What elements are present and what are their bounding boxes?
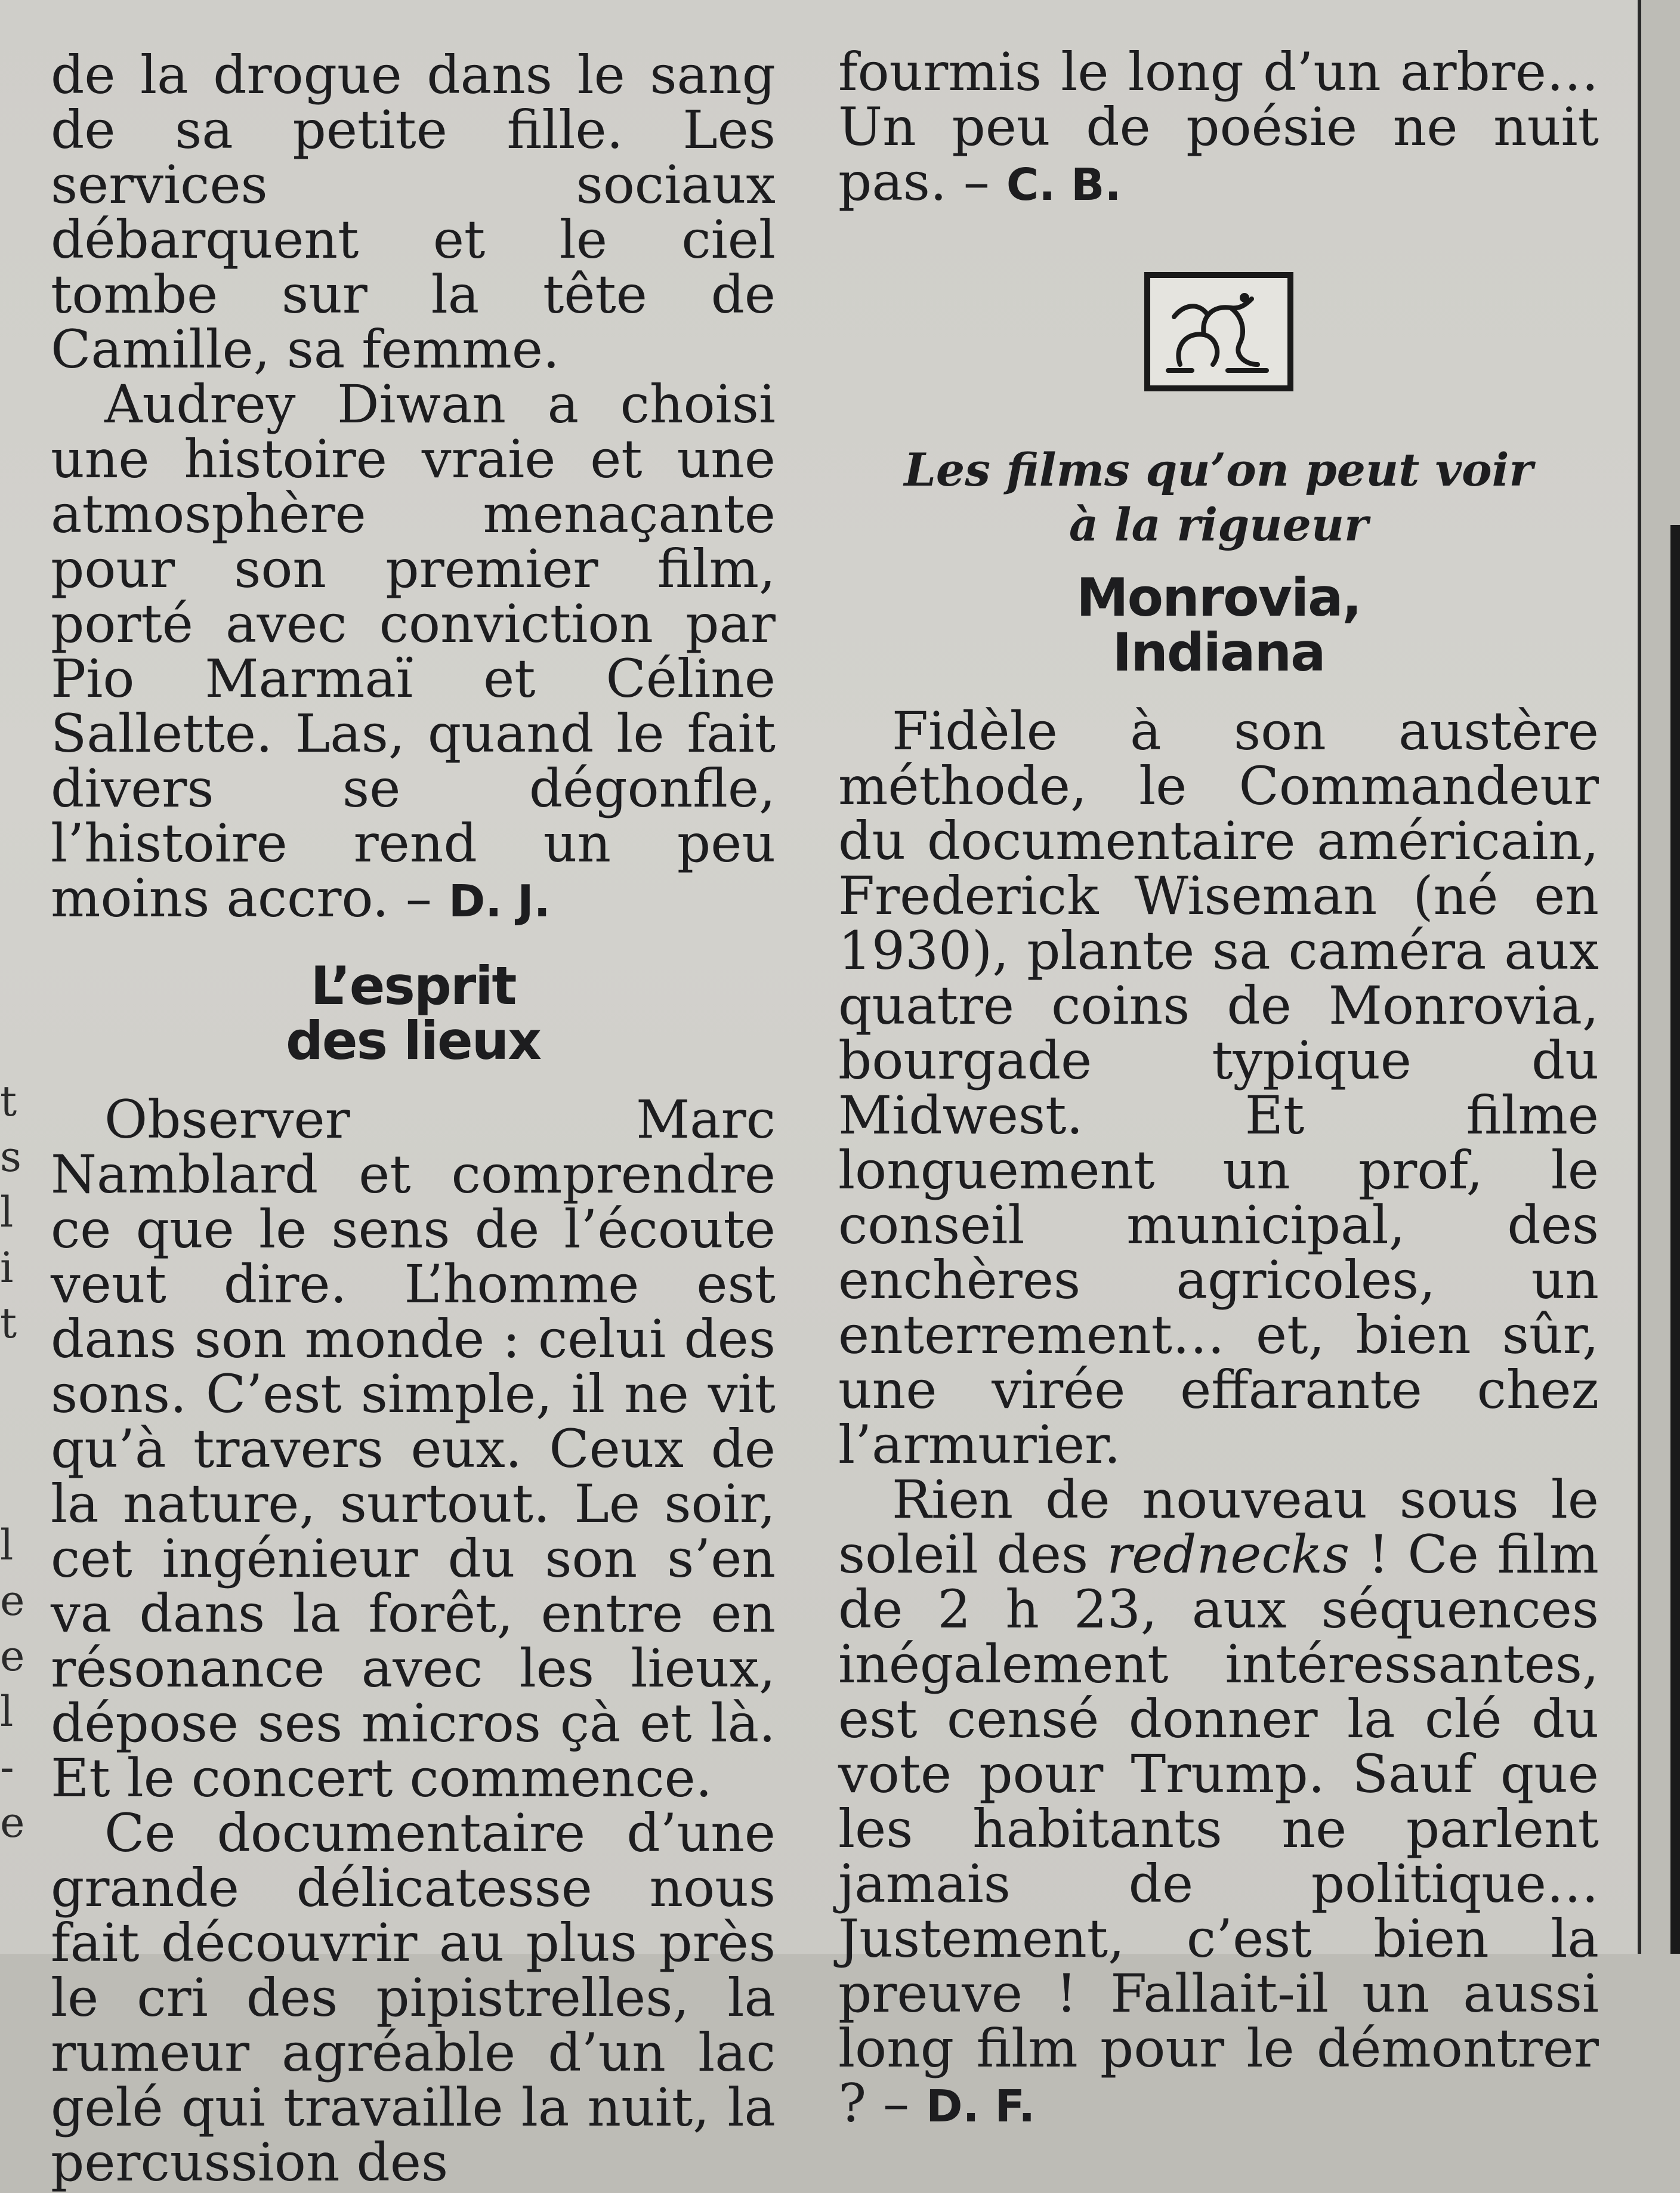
bleed-letter <box>0 1407 18 1462</box>
review-paragraph: Ce documentaire d’une grande délicatesse nous fait découvrir au plus près le cri des pipistrelles, la rumeur agréable d’un lac gelé qui travaille la nuit, la percussion des <box>51 1802 776 2193</box>
review-paragraph <box>51 373 776 929</box>
bleed-letter: s <box>0 1132 21 1181</box>
review-paragraph: Fidèle à son austère méthode, le Commandeur du documentaire américain, Frederick Wiseman (né en 1930), plante sa caméra aux quatre coins de Monrovia, bourgade typique du Midwest. Et filme longuement un prof, le conseil municipal, des enchères agricoles, un enterrement… et, bien sûr, une virée effarante chez l’armurier. <box>838 700 1599 1475</box>
review-title-line: des lieux <box>285 1010 541 1071</box>
review-paragraph <box>838 1469 1599 2134</box>
bleed-letter <box>0 1462 18 1518</box>
bleed-letter: e <box>0 1798 25 1847</box>
paragraph-text: Rien de nouveau sous le soleil des <box>838 1469 1599 1585</box>
bleed-letter: t <box>0 1077 17 1126</box>
bleed-letter: l <box>0 1188 14 1237</box>
author-signature: D. J. <box>448 876 551 927</box>
rating-category <box>838 443 1599 552</box>
rating-logo-wrap <box>838 272 1599 401</box>
paragraph-text: ! Ce film de 2 h 23, aux séquences inégalement intéressantes, est censé donner la clé du vote pour Trump. Sauf que les habitants ne parlent jamais de politique… Justement, c’est bien la preuve ! Fallait-il un aussi long film pour le démontrer ? – <box>838 1524 1599 2134</box>
rating-category-line: à la rigueur <box>1068 498 1369 551</box>
bleed-letter: - <box>0 1743 14 1792</box>
bleed-letter: e <box>0 1576 25 1625</box>
review-paragraph: de la drogue dans le sang de sa petite fille. Les services sociaux débarquent et le ciel tombe sur la tête de Camille, sa femme. <box>51 44 776 380</box>
adjacent-column-bleed <box>0 1074 25 1909</box>
frog-rating-icon <box>1144 272 1293 391</box>
paragraph-text: Audrey Diwan a choisi une histoire vraie et une atmosphère menaçante pour son premier film, porté avec conviction par Pio Marmaï et Céline Sallette. Las, quand le fait divers se dégonfle, l’histoire rend un peu moins accro. – <box>51 373 776 929</box>
review-title-line: L’esprit <box>310 955 516 1017</box>
review-title <box>51 955 776 1071</box>
page-edge-shadow <box>1670 525 1680 1954</box>
bleed-letter <box>0 1351 18 1407</box>
review-paragraph <box>838 41 1599 212</box>
review-title-line: Monrovia, <box>1076 567 1361 628</box>
review-title-line: Indiana <box>1112 622 1325 683</box>
italic-word: rednecks <box>1107 1524 1350 1585</box>
rating-category-line: Les films qu’on peut voir <box>904 443 1533 496</box>
bleed-letter: t <box>0 1299 17 1348</box>
bleed-letter: l <box>0 1521 14 1570</box>
left-column <box>51 44 776 2193</box>
right-column <box>838 41 1599 2134</box>
author-signature: D. F. <box>926 2081 1036 2132</box>
bleed-letter: e <box>0 1632 25 1681</box>
review-paragraph: Observer Marc Namblard et comprendre ce que le sens de l’écoute veut dire. L’homme est dans son monde : celui des sons. C’est simple, il ne vit qu’à travers eux. Ceux de la nature, surtout. Le soir, cet ingénieur du son s’en va dans la forêt, entre en résonance avec les lieux, dépose ses micros çà et là. Et le concert commence. <box>51 1089 776 1809</box>
author-signature: C. B. <box>1006 159 1122 211</box>
review-title <box>838 567 1599 683</box>
paragraph-text: fourmis le long d’un arbre… Un peu de poésie ne nuit pas. – <box>838 41 1599 212</box>
bleed-letter: i <box>0 1243 14 1292</box>
bleed-letter: l <box>0 1687 14 1736</box>
